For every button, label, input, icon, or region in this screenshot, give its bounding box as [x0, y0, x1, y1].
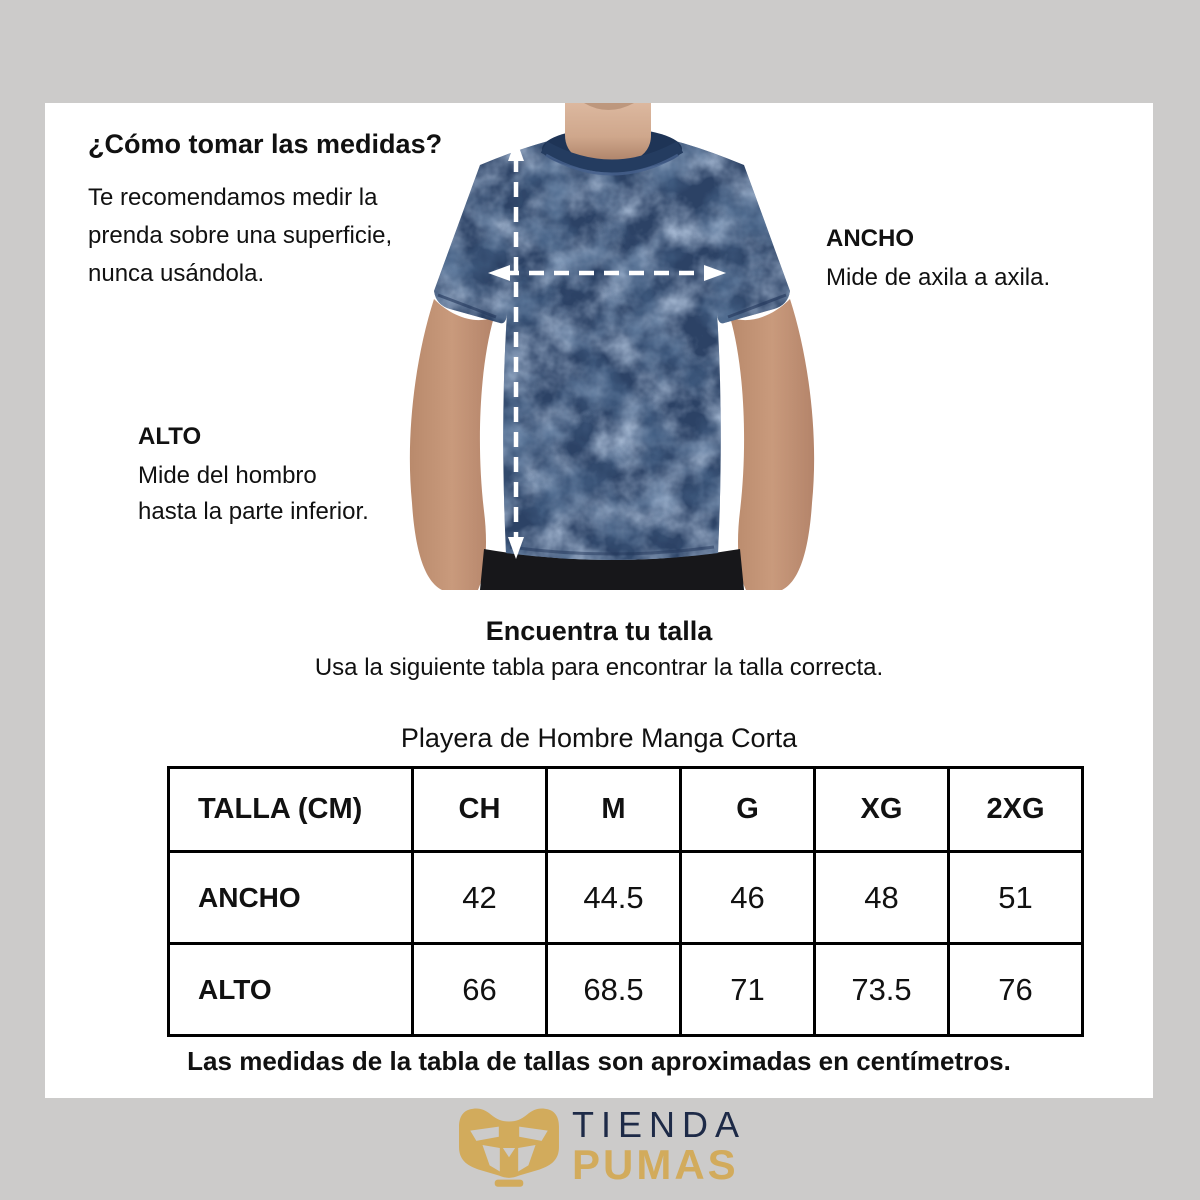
brand-name-top: TIENDA: [572, 1104, 747, 1145]
intro-line: prenda sobre una superficie,: [88, 222, 393, 249]
size-table-header-cell: TALLA (CM): [169, 768, 413, 852]
intro-text: [88, 179, 392, 293]
size-table-row-ancho: [169, 852, 1083, 944]
alto-annotation: [138, 423, 369, 530]
size-table-cell: 76: [949, 944, 1083, 1036]
size-table-header-cell: CH: [413, 768, 547, 852]
size-table-cell: 46: [681, 852, 815, 944]
alto-label: ALTO: [138, 423, 202, 450]
size-table-cell: 51: [949, 852, 1083, 944]
ancho-label: ANCHO: [826, 225, 914, 252]
intro-line: Te recomendamos medir la: [88, 184, 378, 211]
size-table-header-cell: M: [547, 768, 681, 852]
size-table-cell: 73.5: [815, 944, 949, 1036]
size-table-header-cell: 2XG: [949, 768, 1083, 852]
size-table-cell: 71: [681, 944, 815, 1036]
content-card: [45, 103, 1153, 1098]
alto-description-line: hasta la parte inferior.: [138, 498, 369, 525]
ancho-annotation: [826, 225, 1050, 296]
size-table-header-cell: G: [681, 768, 815, 852]
size-table-cell: 44.5: [547, 852, 681, 944]
brand-logo: [458, 1106, 746, 1188]
size-table-row-alto: [169, 944, 1083, 1036]
size-table-cell: 42: [413, 852, 547, 944]
size-table-title: Playera de Hombre Manga Corta: [400, 723, 798, 753]
tshirt-figure-svg: [392, 103, 832, 590]
tshirt-photo: [392, 103, 832, 590]
size-table-cell: 48: [815, 852, 949, 944]
intro-line: nunca usándola.: [88, 260, 265, 287]
size-table-header-row: [169, 768, 1083, 852]
brand-name-bottom: PUMAS: [572, 1141, 739, 1188]
size-table-header-cell: XG: [815, 768, 949, 852]
brand-text: [572, 1106, 746, 1186]
pumas-logo-icon: [458, 1106, 560, 1188]
find-size-subtitle: Usa la siguiente tabla para encontrar la talla correcta.: [314, 654, 884, 681]
table-footnote: Las medidas de la tabla de tallas son aproximadas en centímetros.: [187, 1046, 1011, 1076]
ancho-description: Mide de axila a axila.: [826, 264, 1051, 291]
size-table-row-label: ALTO: [169, 944, 413, 1036]
size-table: [167, 766, 1084, 1037]
size-table-row-label: ANCHO: [169, 852, 413, 944]
find-size-title: Encuentra tu talla: [485, 616, 713, 646]
size-table-cell: 66: [413, 944, 547, 1036]
page-title: ¿Cómo tomar las medidas?: [88, 129, 443, 159]
size-table-cell: 68.5: [547, 944, 681, 1036]
alto-description-line: Mide del hombro: [138, 462, 317, 489]
